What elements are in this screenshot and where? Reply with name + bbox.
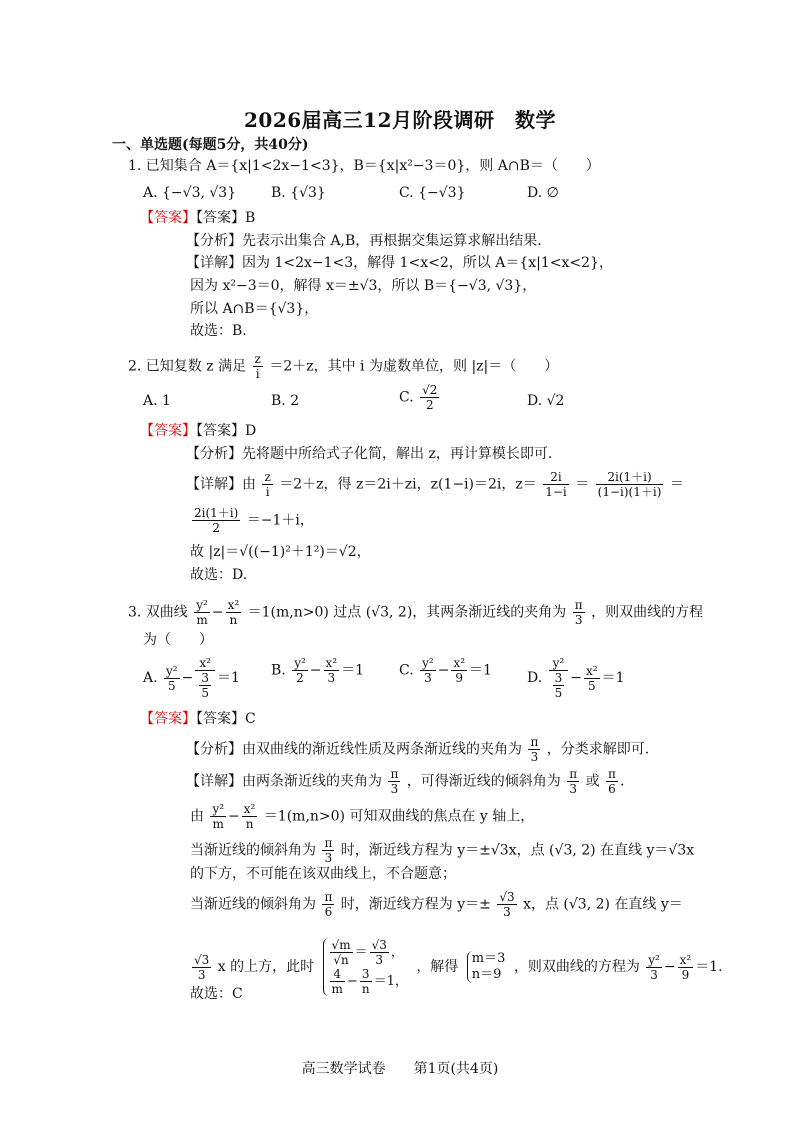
q2-option-c-fraction xyxy=(420,383,439,412)
detail-tag: 【详解】 xyxy=(186,773,242,790)
frac-num: √m xyxy=(331,938,351,952)
q2-option-b: B. 2 xyxy=(271,393,300,409)
frac-den: 5 xyxy=(554,686,563,700)
frac-num: x² xyxy=(195,656,215,671)
q1-detail-3: 所以 A∩B＝{√3}， xyxy=(190,301,319,317)
frac-num: 3 xyxy=(360,967,372,982)
frac-num: 2i xyxy=(543,470,569,485)
answer-tag: 【答案】 xyxy=(140,711,196,727)
q2-option-c xyxy=(399,383,441,412)
frac-num: π xyxy=(608,767,616,781)
frac-den: 5 xyxy=(167,678,176,693)
frac-num: √3 xyxy=(499,890,515,904)
frac-den: n xyxy=(361,982,370,996)
equals: ＝ xyxy=(354,945,368,960)
frac-num: 2i(1＋i) xyxy=(596,470,664,485)
pi-over-3 xyxy=(388,767,400,796)
z-over-i-fraction xyxy=(262,470,272,499)
q3-stem xyxy=(128,598,703,627)
q3-option-c xyxy=(399,656,492,685)
pi-over-6 xyxy=(322,890,334,919)
frac-num: 2i(1＋i) xyxy=(194,506,239,520)
frac-den: m xyxy=(212,817,224,831)
frac-num: y² xyxy=(648,952,660,967)
frac-num: y² xyxy=(212,802,225,816)
q1-analysis-text: 先表示出集合 A,B，再根据交集运算求解出结果. xyxy=(242,233,542,249)
q3-stem-pre: 3. 双曲线 xyxy=(128,604,188,621)
q2-stem xyxy=(128,352,558,381)
q2-fraction-3 xyxy=(192,506,240,535)
frac-den: n xyxy=(229,613,238,627)
analysis-tag: 【分析】 xyxy=(186,741,242,758)
q3-detail-2 xyxy=(190,802,534,831)
q3-detail-text-2: 时，渐近线方程为 y＝± xyxy=(340,896,491,913)
frac-num: y² xyxy=(549,656,569,671)
answer-tag: 【答案】 xyxy=(140,423,196,439)
q3-detail-1 xyxy=(186,767,624,796)
frac-num: x² xyxy=(243,802,256,816)
q3-detail-text: 由 xyxy=(190,808,204,825)
frac-den: 3 xyxy=(530,750,539,764)
frac xyxy=(330,967,345,996)
equals: ＝ xyxy=(669,476,684,493)
q2-fraction-1 xyxy=(543,470,569,499)
frac xyxy=(420,656,436,685)
q2-detail-text-2: ＝2＋z，得 z＝2i＋zi，z(1−i)＝2i，z＝ xyxy=(279,476,537,493)
q3-answer-row xyxy=(140,710,256,728)
q2-detail-text: ＝−1＋i， xyxy=(246,512,314,529)
q3-detail-text: 当渐近线的倾斜角为 xyxy=(190,842,316,859)
pi-over-3 xyxy=(322,836,334,865)
frac-den: 5 xyxy=(587,678,596,693)
or-text: 或 xyxy=(585,773,600,790)
y2-over-m xyxy=(194,598,210,627)
equals-one: ＝1 xyxy=(601,670,625,686)
q3-detail-text: 当渐近线的倾斜角为 xyxy=(190,896,316,913)
frac-den: 9 xyxy=(681,967,690,982)
q3-stem-post: ，则双曲线的方程 xyxy=(591,604,704,621)
frac-den: 5 xyxy=(201,686,209,700)
q1-detail-4: 故选：B. xyxy=(190,323,247,339)
frac-num: π xyxy=(574,598,583,612)
frac xyxy=(370,938,389,967)
pi-over-3 xyxy=(528,735,540,764)
equals: ＝ xyxy=(575,476,590,493)
q3-detail-text-3: ，则双曲线的方程为 xyxy=(513,959,640,975)
frac xyxy=(324,656,340,685)
frac-num: √3 xyxy=(371,938,387,952)
frac-den: 3 xyxy=(324,851,333,865)
q3-detail-text-2: ，可得渐近线的倾斜角为 xyxy=(406,773,561,790)
frac-den: m xyxy=(331,982,343,996)
minus: − xyxy=(663,959,676,975)
frac xyxy=(164,664,180,693)
q3-analysis xyxy=(186,735,649,764)
q3-analysis-text: 由双曲线的渐近线性质及两条渐近线的夹角为 xyxy=(242,741,522,758)
q3-stem-mid: ＝1(m,n>0) 过点 (√3, 2)，其两条渐近线的夹角为 xyxy=(247,604,567,621)
q3-detail-6 xyxy=(190,938,723,996)
frac-num: x² xyxy=(325,656,338,670)
q2-option-a: A. 1 xyxy=(143,393,171,409)
frac-den: 2 xyxy=(212,521,220,535)
q2-fraction-2 xyxy=(596,470,664,499)
frac-den: 3 xyxy=(424,671,432,685)
q2-stem-pre: 2. 已知复数 z 满足 xyxy=(128,358,247,375)
q2-detail-3: 故 |z|＝√((−1)²＋1²)＝√2， xyxy=(190,544,371,560)
frac-num: y² xyxy=(166,663,178,678)
minus: − xyxy=(211,604,224,621)
q2-fraction xyxy=(253,352,263,381)
frac-num: y² xyxy=(294,656,306,670)
frac-num: x² xyxy=(453,656,466,670)
frac-den: 3 xyxy=(503,905,511,919)
frac-num: x² xyxy=(586,663,598,678)
pi-over-3 xyxy=(573,598,585,627)
page-title: 2026届高三12月阶段调研 数学 xyxy=(244,108,556,132)
equation-system xyxy=(323,938,408,996)
q1-detail-2: 因为 x²−3＝0，解得 x＝±√3，所以 B＝{−√3, √3}， xyxy=(190,278,537,294)
frac-num: π xyxy=(324,836,333,850)
frac xyxy=(195,656,215,700)
equals-one: ＝1 xyxy=(469,662,492,679)
frac xyxy=(646,953,662,982)
q3-detail-5 xyxy=(190,890,683,919)
frac-den: 3 xyxy=(574,613,583,627)
option-label: C. xyxy=(399,662,414,679)
minus: − xyxy=(181,670,194,686)
frac-num: √3 xyxy=(194,952,210,967)
solution-n: n＝9 xyxy=(471,967,502,982)
period: . xyxy=(619,773,625,790)
frac-num: x² xyxy=(227,598,240,612)
q3-detail-text-3: x，点 (√3, 2) 在直线 y＝ xyxy=(523,896,683,913)
q3-analysis-text-2: ，分类求解即可. xyxy=(546,741,650,758)
minus: − xyxy=(570,670,583,686)
frac-num: 3 xyxy=(201,671,209,685)
minus: − xyxy=(346,974,358,989)
q2-stem-post: ＝2＋z，其中 i 为虚数单位，则 |z|＝（ ） xyxy=(269,358,559,375)
q2-detail-2 xyxy=(190,506,314,535)
frac-den: 3 xyxy=(375,953,384,967)
frac-den: 2 xyxy=(296,671,304,685)
option-label: A. xyxy=(143,670,158,686)
q1-option-c: C. {−√3} xyxy=(399,185,466,201)
q2-detail-1 xyxy=(186,470,684,499)
frac-den xyxy=(549,671,569,700)
page-number: 第1页(共4页) xyxy=(413,1061,499,1077)
frac-num: π xyxy=(530,735,539,749)
frac-den: 6 xyxy=(324,905,333,919)
minus: − xyxy=(228,808,240,825)
frac xyxy=(451,656,467,685)
frac-den xyxy=(195,671,215,700)
frac-num: y² xyxy=(422,656,434,670)
frac-den: 3 xyxy=(390,782,399,796)
pi-over-3 xyxy=(567,767,579,796)
q1-option-a: A. {−√3, √3} xyxy=(143,185,237,201)
pi-over-6 xyxy=(606,767,618,796)
q3-detail-text-2: ，解得 xyxy=(416,959,459,975)
frac-den: 9 xyxy=(455,671,464,685)
q3-detail-text: x 的上方，此时 xyxy=(217,959,315,975)
q1-detail-text: 因为 1<2x−1<3，解得 1<x<2，所以 A＝{x|1<x<2}， xyxy=(242,255,613,271)
q2-analysis-text: 先将题中所给式子化简，解出 z，再计算模长即可. xyxy=(242,446,553,462)
q1-analysis xyxy=(186,232,542,250)
frac-num: x² xyxy=(679,952,692,967)
option-label: D. xyxy=(527,670,543,686)
detail-tag: 【详解】 xyxy=(186,476,242,493)
option-label: B. xyxy=(271,662,286,679)
frac-num: π xyxy=(569,767,578,781)
analysis-tag: 【分析】 xyxy=(186,233,242,249)
frac-den: 3 xyxy=(569,782,578,796)
minus: − xyxy=(309,662,322,679)
equals-one: ＝1， xyxy=(373,974,408,989)
frac-num: 4 xyxy=(330,967,345,982)
frac-den: 3 xyxy=(650,967,658,982)
frac-num: π xyxy=(390,767,399,781)
q3-answer: 【答案】C xyxy=(196,711,256,727)
q2-detail-4: 故选：D. xyxy=(190,567,248,583)
option-label: C. xyxy=(399,389,414,406)
q2-analysis xyxy=(186,445,552,463)
frac xyxy=(199,671,211,700)
frac xyxy=(584,664,600,693)
detail-tag: 【详解】 xyxy=(186,255,242,271)
solution-system xyxy=(467,951,506,983)
q3-detail-4: 的下方，不可能在该双曲线上，不合题意； xyxy=(190,866,456,882)
frac-den: 3 xyxy=(197,967,206,982)
x2-over-n xyxy=(226,598,242,627)
comma: ， xyxy=(390,945,404,960)
page-footer xyxy=(0,1058,800,1078)
x2-over-n xyxy=(242,802,258,831)
q3-detail-text: 由两条渐近线的夹角为 xyxy=(242,773,382,790)
q1-detail-1 xyxy=(186,254,613,272)
frac-den: 3 xyxy=(327,671,336,685)
frac-den: m xyxy=(196,613,208,627)
analysis-tag: 【分析】 xyxy=(186,446,242,462)
frac-den: 1−i xyxy=(545,485,567,499)
system-row-2 xyxy=(328,967,408,996)
frac-num: z xyxy=(264,470,271,484)
frac-den: i xyxy=(255,367,260,381)
frac-den: n xyxy=(245,817,254,831)
sqrt3-over-3 xyxy=(192,953,211,982)
frac-num: z xyxy=(254,352,261,366)
q2-detail-text: 由 xyxy=(242,476,256,493)
q3-option-b xyxy=(271,656,364,685)
frac-den: 2 xyxy=(425,398,434,412)
y2-over-m xyxy=(210,802,226,831)
q3-option-a xyxy=(143,656,240,700)
equals-one: ＝1 xyxy=(216,670,240,686)
sqrt3-over-3 xyxy=(497,890,516,919)
frac xyxy=(330,938,353,967)
frac-num: π xyxy=(324,890,333,904)
frac-num: y² xyxy=(196,598,208,612)
q3-detail-7: 故选：C xyxy=(190,986,243,1002)
equals-one: ＝1 xyxy=(341,662,365,679)
section-heading: 一、单选题(每题5分，共40分) xyxy=(112,137,309,153)
frac-den: 6 xyxy=(608,782,616,796)
frac xyxy=(678,953,694,982)
equals-one: ＝1. xyxy=(695,959,723,975)
frac xyxy=(553,671,565,700)
footer-title: 高三数学试卷 xyxy=(301,1061,386,1077)
q3-option-d xyxy=(527,656,625,700)
q1-stem: 1. 已知集合 A＝{x|1<2x−1<3}，B＝{x|x²−3＝0}，则 A∩B＝（ ） xyxy=(128,158,600,174)
frac-den: √n xyxy=(333,953,349,967)
q3-detail-text-2: ＝1(m,n>0) 可知双曲线的焦点在 y 轴上， xyxy=(263,808,535,825)
q1-option-d: D. ∅ xyxy=(527,185,559,201)
q3-detail-3 xyxy=(190,836,694,865)
frac xyxy=(292,656,308,685)
q2-answer: 【答案】D xyxy=(196,423,257,439)
answer-tag: 【答案】 xyxy=(140,210,196,226)
system-row-1 xyxy=(328,938,408,967)
q1-answer-row xyxy=(140,209,255,227)
q1-answer: 【答案】B xyxy=(196,210,256,226)
q3-stem-line2: 为（ ） xyxy=(143,632,213,648)
solution-m: m＝3 xyxy=(471,951,506,966)
minus: − xyxy=(437,662,450,679)
q3-detail-text-2: 时，渐近线方程为 y＝±√3x，点 (√3, 2) 在直线 y＝√3x xyxy=(340,842,695,859)
frac-num: 3 xyxy=(554,671,563,685)
frac-num: √2 xyxy=(422,383,438,397)
frac xyxy=(549,656,569,700)
q2-answer-row xyxy=(140,422,256,440)
frac-den: (1−i)(1＋i) xyxy=(597,485,662,499)
frac-den: i xyxy=(265,485,270,499)
frac xyxy=(360,967,372,996)
q1-option-b: B. {√3} xyxy=(271,185,326,201)
q2-option-d: D. √2 xyxy=(527,393,565,409)
